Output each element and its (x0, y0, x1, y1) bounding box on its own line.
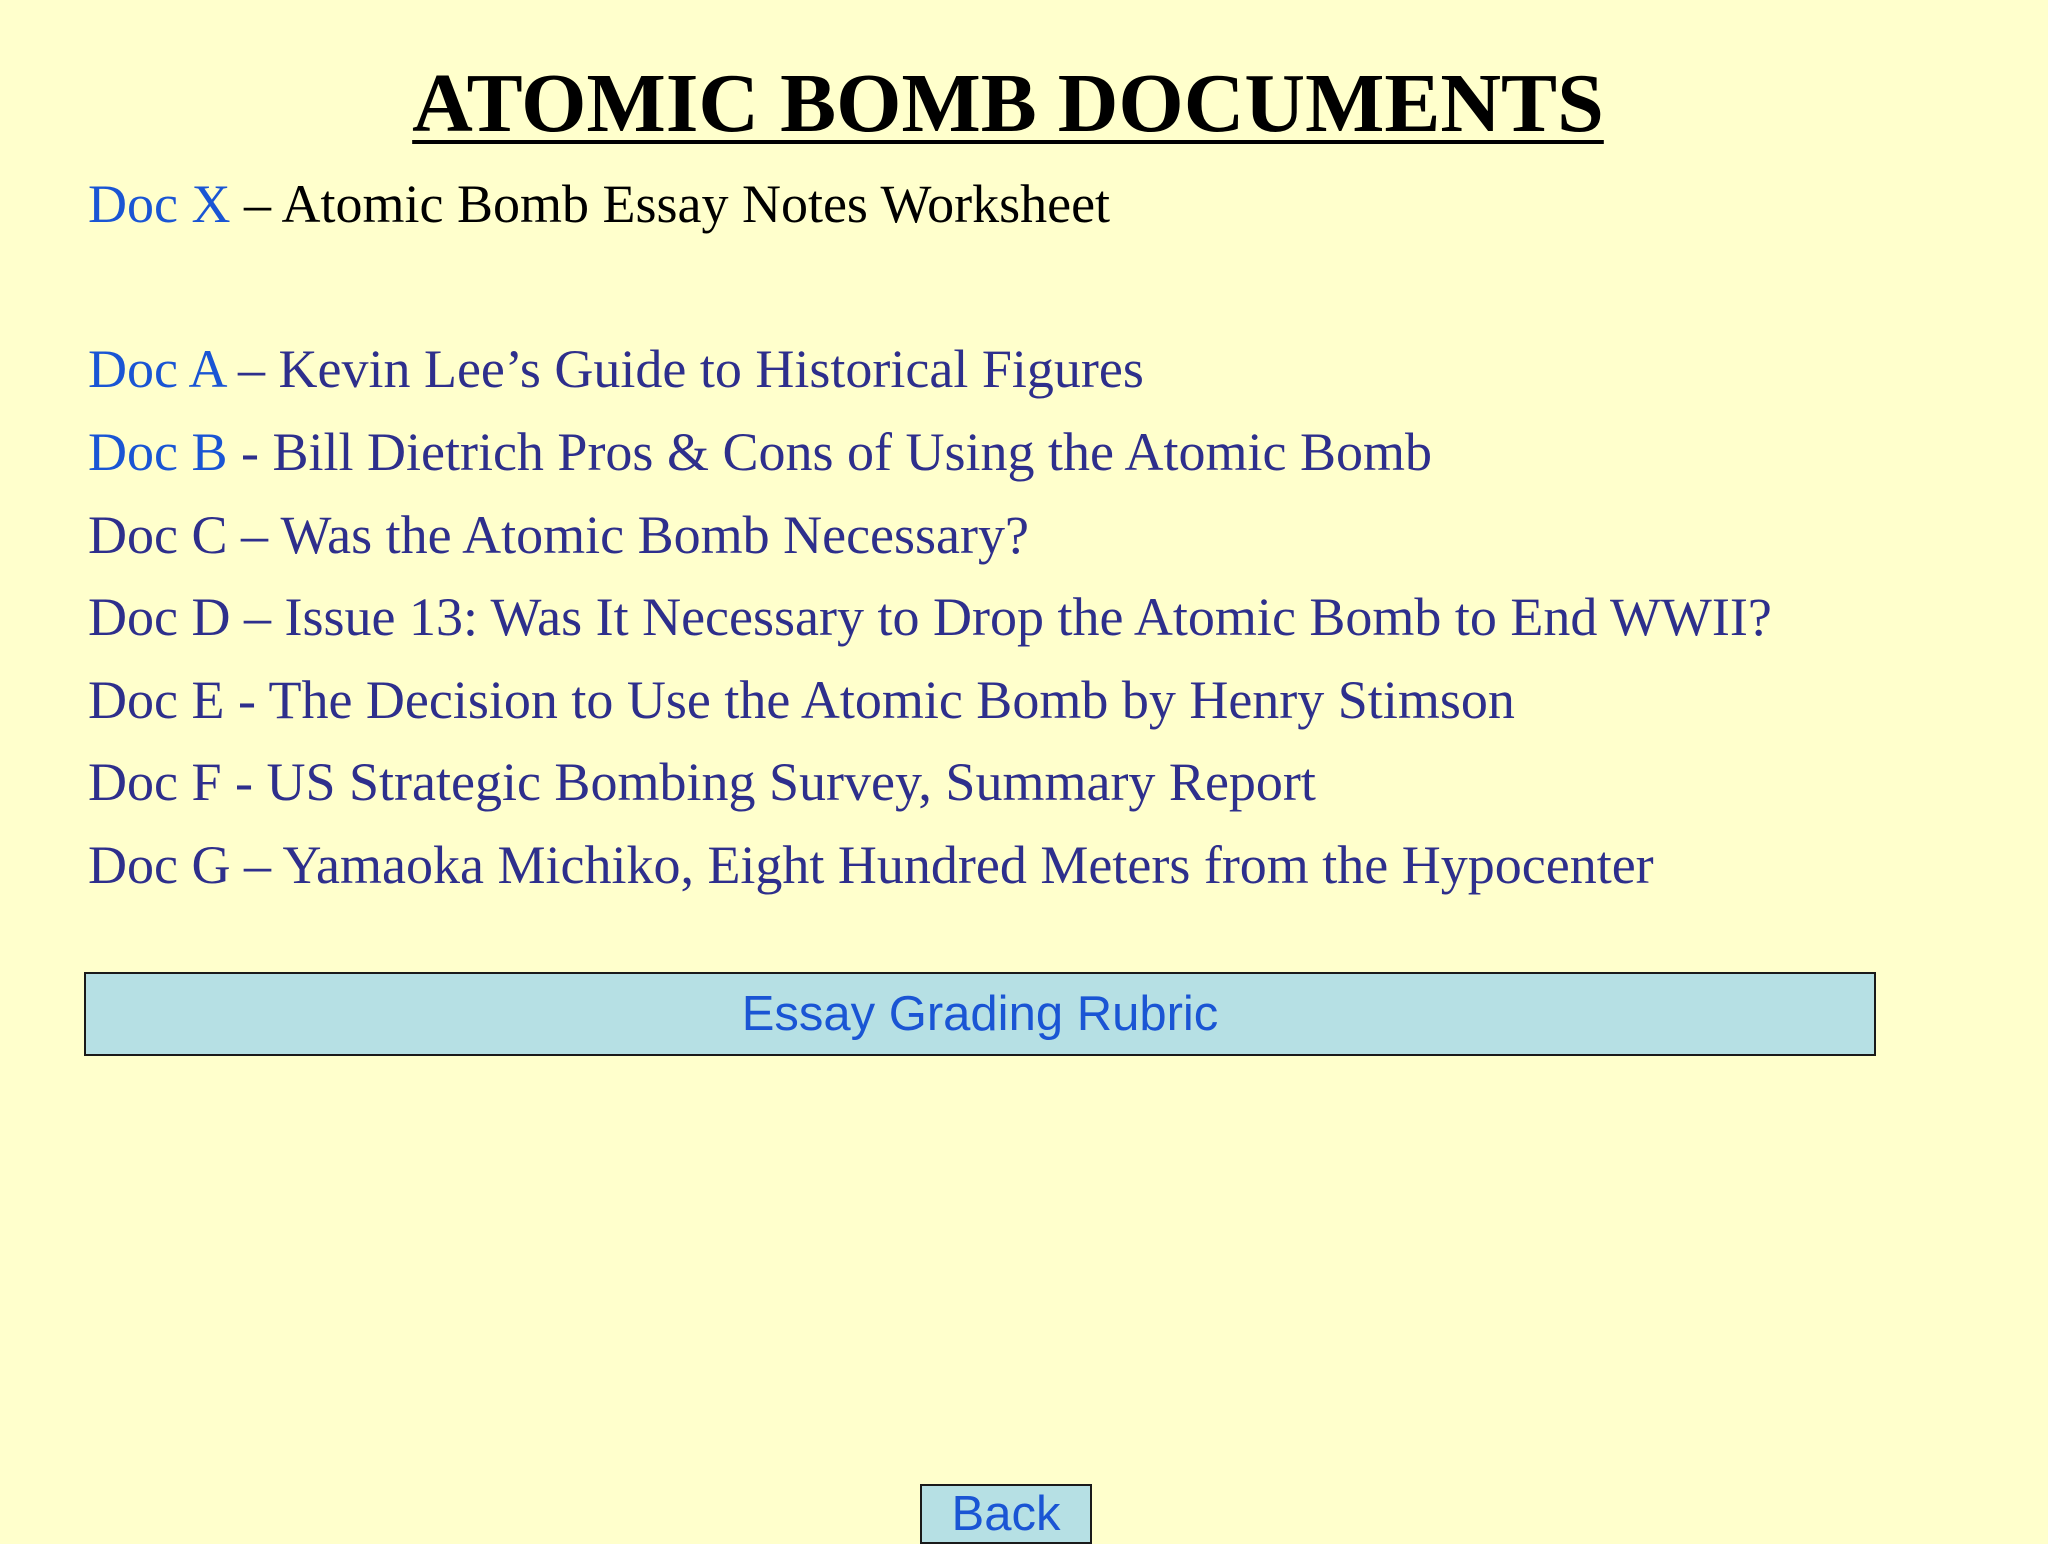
back-label: Back (951, 1487, 1061, 1541)
doc-b-description[interactable]: - Bill Dietrich Pros & Cons of Using the Atomic Bomb (227, 422, 1432, 482)
doc-e-link[interactable]: Doc E - The Decision to Use the Atomic Bomb by Henry Stimson (88, 670, 1515, 730)
back-button[interactable] (920, 1484, 1092, 1544)
doc-c-link[interactable]: Doc C – Was the Atomic Bomb Necessary? (88, 505, 1029, 565)
doc-x-link[interactable]: Doc X (88, 174, 231, 234)
doc-b-link[interactable]: Doc B (88, 422, 228, 482)
doc-x-line (88, 174, 1111, 234)
doc-d-link[interactable]: Doc D – Issue 13: Was It Necessary to Drop the Atomic Bomb to End WWII? (88, 587, 1772, 647)
rubric-label: Essay Grading Rubric (741, 986, 1219, 1041)
essay-grading-rubric-button[interactable] (84, 972, 1876, 1056)
doc-a-line (88, 339, 1144, 399)
doc-f-link[interactable]: Doc F - US Strategic Bombing Survey, Summary Report (88, 752, 1316, 812)
doc-b-line (88, 422, 1432, 482)
doc-a-link[interactable]: Doc A (88, 339, 225, 399)
doc-a-description[interactable]: – Kevin Lee’s Guide to Historical Figures (224, 339, 1144, 399)
doc-g-link[interactable]: Doc G – Yamaoka Michiko, Eight Hundred Meters from the Hypocenter (88, 835, 1654, 895)
doc-x-description: – Atomic Bomb Essay Notes Worksheet (230, 174, 1111, 234)
page-title: ATOMIC BOMB DOCUMENTS (412, 57, 1604, 150)
